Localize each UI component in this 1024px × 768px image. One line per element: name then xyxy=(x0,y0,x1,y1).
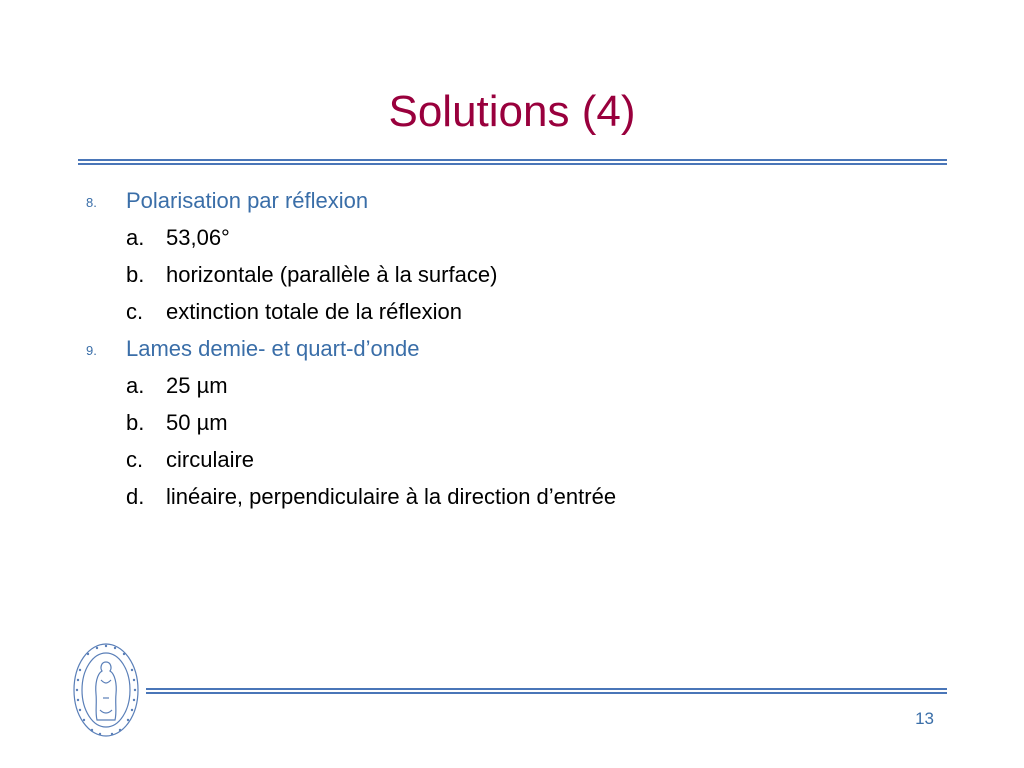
item-text: 53,06° xyxy=(166,225,230,250)
item-text: 25 µm xyxy=(166,373,228,398)
item-text: extinction totale de la réflexion xyxy=(166,299,462,324)
section-number: 9. xyxy=(86,343,97,358)
item-letter: c. xyxy=(126,299,144,324)
item-letter: a. xyxy=(126,225,145,250)
item-letter: b. xyxy=(126,410,145,435)
page-number: 13 xyxy=(915,709,934,728)
footer-divider xyxy=(146,688,947,694)
item-text: circulaire xyxy=(166,447,255,472)
item-text: linéaire, perpendiculaire à la direction d’entrée xyxy=(166,484,617,509)
item-letter: c. xyxy=(126,447,144,472)
section-number: 8. xyxy=(86,195,97,210)
section-heading: Polarisation par réflexion xyxy=(126,188,369,213)
item-text: horizontale (parallèle à la surface) xyxy=(166,262,498,287)
item-letter: b. xyxy=(126,262,145,287)
item-letter: d. xyxy=(126,484,145,509)
item-letter: a. xyxy=(126,373,145,398)
slide-title: Solutions (4) xyxy=(388,87,636,136)
university-seal-icon xyxy=(70,640,142,740)
item-text: 50 µm xyxy=(166,410,228,435)
title-divider xyxy=(78,159,947,165)
section-heading: Lames demie- et quart-d’onde xyxy=(126,336,420,361)
